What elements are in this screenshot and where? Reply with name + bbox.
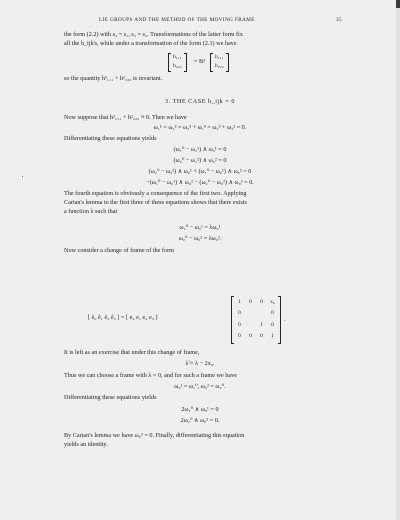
cartan-line-1: The fourth equation is obviously a consequence of the first two. Applying (64, 190, 247, 197)
vector-right (210, 53, 229, 70)
vector-left (168, 53, 187, 70)
exercise-line: It is left as an exercise that under this change of frame, (64, 349, 200, 356)
intro-line-2: all the h_ijk's, while under a transformation of the form (2.1) we have (64, 39, 237, 47)
vec-left-bottom: h₂₂₂ (173, 62, 182, 69)
vec-left-top: h₁₁₁ (173, 54, 182, 61)
frame-matrix-period: . (284, 316, 286, 323)
matrix-cell: 0 (238, 310, 241, 317)
matrix-cell: x₀ (270, 298, 275, 305)
equation-7: ω₂⁰ − ω₀² = λω₀². (178, 235, 222, 242)
section-title: 3. THE CASE h_ijk = 0 (165, 98, 235, 105)
vec-right-bottom: h₂₂₂ (215, 62, 224, 69)
equation-6: ω₁⁰ − ω₀¹ = λω₀¹ (179, 224, 221, 231)
equation-8: λ̃ = λ − 2x₀. (185, 360, 215, 367)
differentiating-line: Differentiating these equations yields (64, 135, 157, 142)
vec-right-top: h₁₁₁ (215, 54, 224, 61)
suppose-line: Now suppose that h²₁₁₁ + h²₂₂₂ ≡ 0. Then we have (64, 114, 187, 121)
equation-3: (ω₂⁰ − ω₁²) ∧ ω₀² = 0 (173, 157, 227, 164)
equation-10: 2ω₁⁰ ∧ ω₀¹ = 0 (181, 406, 219, 413)
matrix-cell: 0 (249, 298, 252, 305)
cartan-paragraph (64, 190, 340, 216)
intro-line-1: the form (2.2) with s₄ = s₁, s₅ = s₂. Transformations of the latter form fix (64, 31, 243, 38)
cartan-line-3: a function λ such that (64, 207, 118, 215)
matrix-cell: 0 (238, 321, 241, 328)
differentiating-line-2: Differentiating these equations yields (64, 394, 157, 401)
matrix-cell: 1 (271, 333, 274, 340)
equation-11: 2ω₂⁰ ∧ ω₀² = 0. (180, 417, 220, 424)
equation-4: (ω₂⁰ − ω₀²) ∧ ω₀¹ + (ω₁⁰ − ω₀¹) ∧ ω₀² = 0 (148, 168, 252, 175)
frame-equation-lhs: [ ẽ₀ ẽ₁ ẽ₂ ẽ₃ ] = [ e₀ e₁ e₂ e₃ ] (88, 314, 158, 321)
cartan-line-2: Cartan's lemma to the first three of these equations shows that there exists (64, 198, 247, 206)
intro-paragraph (64, 31, 340, 49)
running-title: LIE GROUPS AND THE METHOD OF THE MOVING FRAME (99, 17, 255, 23)
equation-2: (ω₁⁰ − ω₂¹) ∧ ω₀¹ = 0 (173, 146, 227, 153)
matrix-cell: 0 (249, 333, 252, 340)
matrix-cell: 0 (238, 333, 241, 340)
change-frame-line: Now consider a change of frame of the form (64, 247, 174, 254)
vector-eq-mid: = B³ (194, 58, 206, 65)
equation-1: ω₁¹ = ω₂² = ω₃³ + ω₁³ = ω₂³ + ω₃² = 0. (153, 124, 247, 131)
final-line-2: yields an identity. (64, 440, 108, 448)
choose-frame-line: Thus we can choose a frame with λ = 0, and for such a frame we have (64, 372, 237, 379)
matrix-cell: 0 (260, 298, 263, 305)
matrix-cell: 0 (271, 321, 274, 328)
matrix-cell: 0 (271, 310, 274, 317)
final-paragraph (64, 432, 340, 450)
matrix-cell: 1 (238, 298, 241, 305)
matrix-cell: 0 (260, 333, 263, 340)
scrollbar[interactable] (396, 0, 400, 520)
frame-matrix (231, 296, 281, 342)
invariant-line: so the quantity h²₁₁₁ + h²₂₂₂ is invariant. (64, 75, 163, 82)
page-number: 35 (336, 17, 342, 23)
final-line-1: By Cartan's lemma we have ω₀³ = 0. Finally, differentiating this equation (64, 432, 245, 439)
frame-matrix-grid (234, 296, 278, 342)
matrix-cell: I (260, 321, 263, 328)
scrollbar-thumb[interactable] (396, 0, 400, 8)
scan-speck (22, 176, 23, 177)
equation-9: ω₀¹ = ω₁⁰, ω₀² = ω₂⁰. (174, 383, 226, 390)
equation-5: −(ω₁⁰ − ω₀¹) ∧ ω₀² − (ω₂⁰ − ω₀²) ∧ ω₀² = 0. (146, 179, 254, 186)
